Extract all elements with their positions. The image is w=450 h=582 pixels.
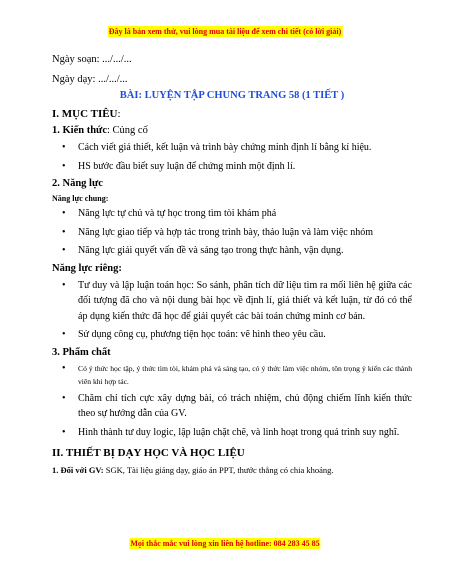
list-item (52, 327, 412, 343)
preview-banner: Đây là bản xem thử, vui lòng mua tài liệu để xem chi tiết (có lời giải) (108, 27, 342, 36)
list-item (52, 425, 412, 441)
list-item-text: Năng lực tự chủ và tự học trong tìm tòi khám phá (78, 208, 277, 219)
list-item (52, 206, 412, 222)
list-item-text: Năng lực giao tiếp và hợp tác trong trình bày, thảo luận và làm việc nhóm (78, 226, 373, 238)
list-item-text: Chăm chỉ tích cực xây dựng bài, có trách nhiệm, chủ động chiếm lĩnh kiến thức theo sự hướng dẫn của GV. (78, 392, 412, 419)
list-item-text: Có ý thức học tập, ý thức tìm tòi, khám phá và sáng tạo, có ý thức làm việc nhóm, tôn trọng ý kiến các thành viên khi hợp tác. (78, 363, 412, 386)
specific-competence-heading: Năng lực riêng: (52, 262, 122, 274)
list-item-text: Sử dụng công cụ, phương tiện học toán: vẽ hình theo yêu cầu. (78, 329, 326, 340)
bullet-icon: • (62, 160, 66, 172)
list-item (52, 140, 412, 156)
bullet-icon: • (62, 226, 66, 238)
hotline-banner: Mọi thắc mắc vui lòng xin liên hệ hotline: 084 283 45 85 (130, 539, 320, 548)
knowledge-list (52, 140, 412, 174)
competence-heading: 2. Năng lực (52, 178, 103, 189)
bullet-icon: • (62, 142, 66, 153)
general-competence-heading: Năng lực chung: (52, 194, 109, 203)
bullet-icon: • (62, 245, 66, 256)
list-item (52, 225, 412, 241)
quality-list (52, 362, 412, 441)
knowledge-inline: : Củng cố (107, 125, 148, 136)
list-item (52, 278, 412, 325)
quality-heading: 3. Phẩm chất (52, 346, 111, 358)
bullet-icon: • (62, 279, 66, 291)
list-item-text: Năng lực giải quyết vấn đề và sáng tạo trong thực hành, vận dụng. (78, 245, 344, 256)
section-objectives-label: I. MỤC TIÊU (52, 108, 118, 120)
teacher-materials (52, 464, 412, 476)
list-item-text: Cách viết giả thiết, kết luận và trình bày chứng minh định lí bằng kí hiệu. (78, 142, 372, 153)
section-objectives-colon: : (117, 108, 121, 120)
teacher-text: SGK, Tài liệu giảng dạy, giáo án PPT, thước thẳng có chia khoảng. (103, 465, 334, 475)
lesson-title: BÀI: LUYỆN TẬP CHUNG TRANG 58 (1 TIẾT ) (119, 90, 345, 101)
list-item (52, 391, 412, 422)
document-page (52, 53, 412, 476)
list-item (52, 243, 412, 259)
list-item-text: Hình thành tư duy logic, lập luận chặt chẽ, và linh hoạt trong quá trình suy nghĩ. (78, 426, 400, 438)
list-item (52, 362, 412, 388)
bullet-icon: • (62, 362, 66, 374)
teacher-label: 1. Đối với GV: (52, 465, 104, 475)
list-item-text: HS bước đầu biết suy luận để chứng minh một định lí. (78, 160, 296, 172)
knowledge-label: 1. Kiến thức (52, 125, 108, 136)
bullet-icon: • (62, 392, 66, 404)
date-taught: Ngày dạy: .../.../... (52, 74, 128, 85)
section-objectives-heading (52, 107, 412, 121)
list-item-text: Tư duy và lập luận toán học: So sánh, phân tích dữ liệu tìm ra mối liên hệ giữa các đối tượng đã cho và nội dung bài học về định lí, giả thiết và kết luận, từ đó có thể áp dụng kiến thức đã học để giải quyết các bài toán chứng minh cơ bản. (78, 279, 412, 322)
list-item (52, 159, 412, 175)
section-equipment-heading: II. THIẾT BỊ DẠY HỌC VÀ HỌC LIỆU (52, 447, 245, 459)
specific-competence-list (52, 278, 412, 343)
general-competence-list (52, 206, 412, 259)
date-prepared: Ngày soạn: .../.../... (52, 54, 132, 65)
bullet-icon: • (62, 426, 66, 438)
knowledge-heading (52, 124, 412, 138)
bullet-icon: • (62, 208, 66, 219)
bullet-icon: • (62, 329, 66, 340)
